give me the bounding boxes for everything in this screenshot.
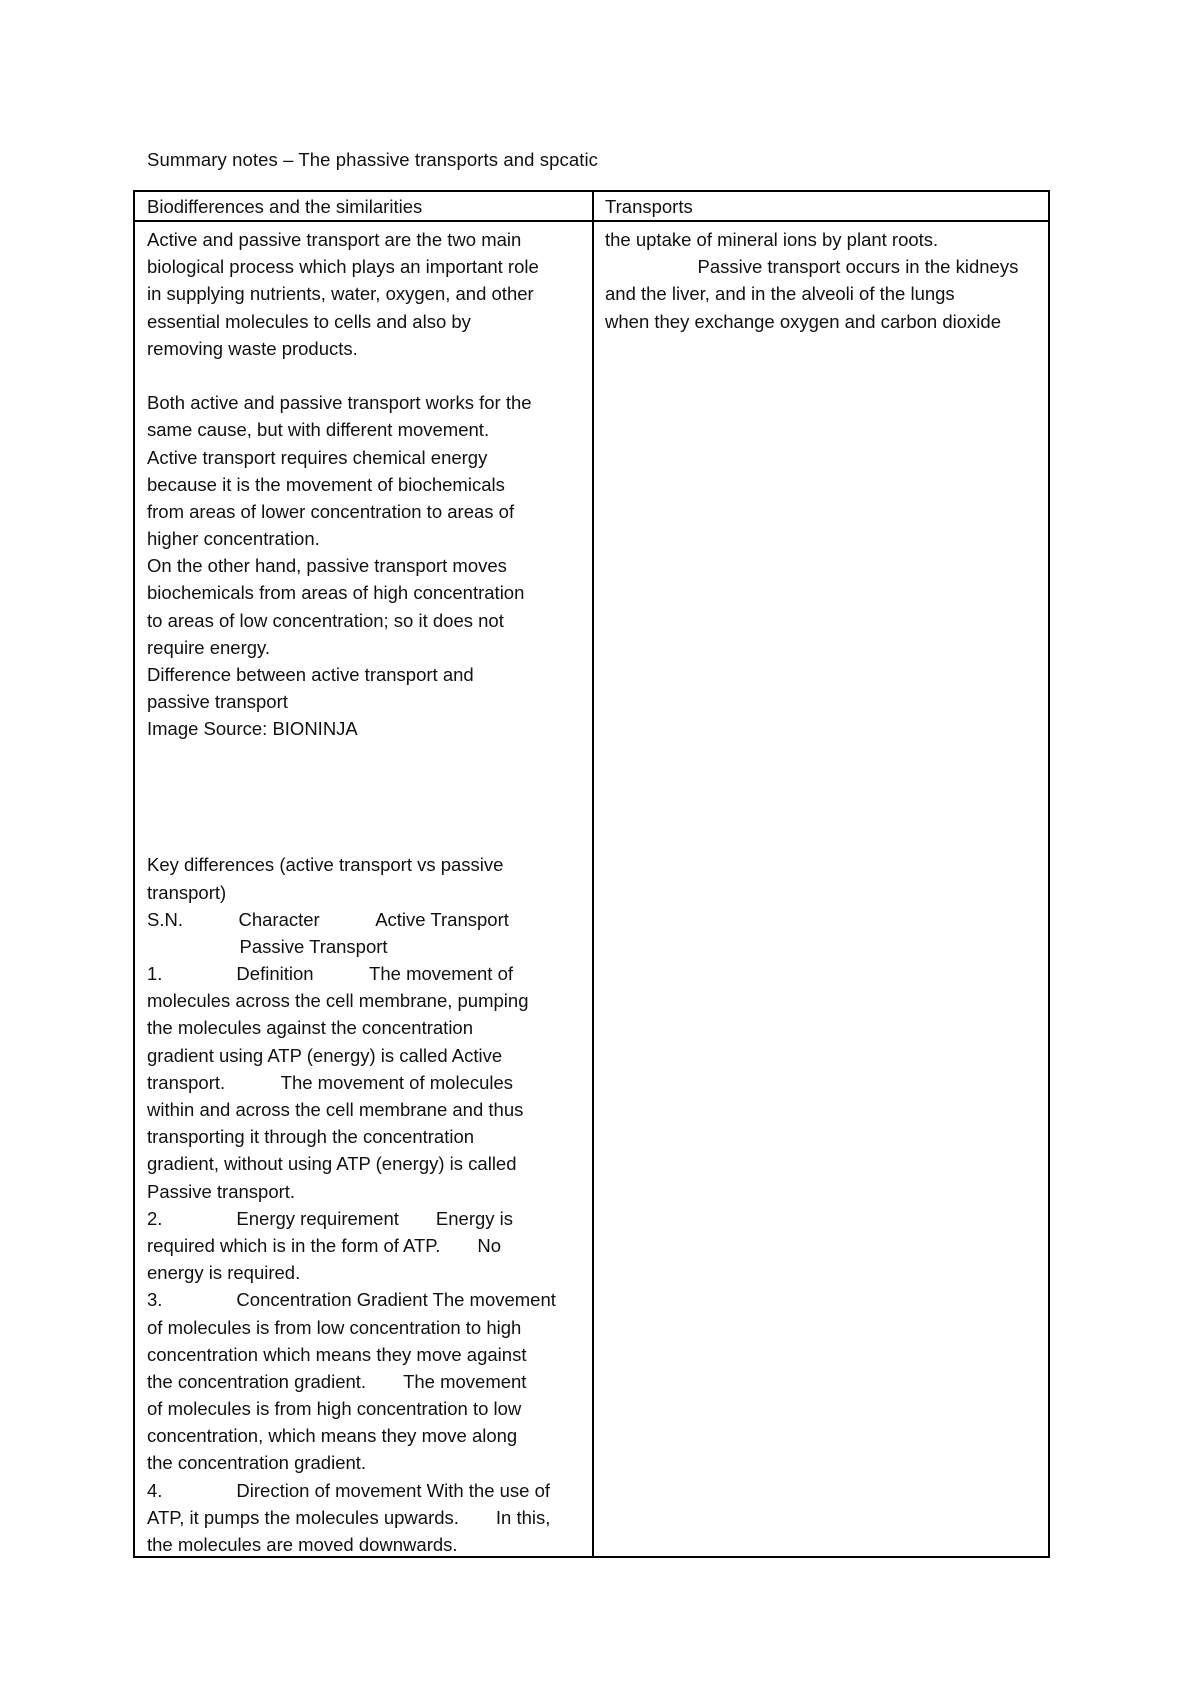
- notes-table: [133, 190, 1050, 1558]
- text-line: molecules across the cell membrane, pumping: [147, 990, 529, 1012]
- text-line: and the liver, and in the alveoli of the lungs: [605, 283, 955, 305]
- text-line: [147, 797, 587, 824]
- text-line: Passive transport occurs in the kidneys: [605, 256, 1019, 278]
- text-line: Active and passive transport are the two main: [147, 229, 522, 250]
- text-line: from areas of lower concentration to areas of: [147, 500, 515, 522]
- text-line: the concentration gradient.: [147, 1452, 367, 1474]
- text-line: Active transport requires chemical energy: [147, 446, 488, 468]
- text-line: transporting it through the concentration: [147, 1126, 475, 1148]
- text-line: the molecules against the concentration: [147, 1017, 474, 1039]
- text-line: S.N. Character Active Transport: [147, 908, 509, 930]
- text-line: biochemicals from areas of high concentration: [147, 582, 525, 604]
- text-line: when they exchange oxygen and carbon dioxide: [605, 310, 1001, 332]
- text-line: because it is the movement of biochemicals: [147, 473, 505, 495]
- text-line: require energy.: [147, 636, 271, 658]
- cell-transports-content: [605, 226, 1045, 335]
- text-line: [147, 824, 587, 851]
- text-line: essential molecules to cells and also by: [147, 310, 471, 332]
- text-line: same cause, but with different movement.: [147, 419, 490, 441]
- text-line: Passive Transport: [147, 935, 388, 957]
- text-line: concentration which means they move against: [147, 1343, 527, 1365]
- text-line: removing waste products.: [147, 337, 358, 359]
- text-line: [147, 362, 587, 389]
- text-line: in supplying nutrients, water, oxygen, and other: [147, 283, 534, 305]
- text-line: of molecules is from high concentration to low: [147, 1398, 522, 1420]
- text-line: transport): [147, 881, 227, 903]
- text-line: 4. Direction of movement With the use of: [147, 1479, 551, 1501]
- text-line: 3. Concentration Gradient The movement: [147, 1289, 556, 1311]
- text-line: transport. The movement of molecules: [147, 1071, 514, 1093]
- text-line: [147, 743, 587, 770]
- text-line: passive transport: [147, 691, 288, 713]
- page-title: Summary notes – The phassive transports and spcatic: [147, 149, 599, 170]
- text-line: Both active and passive transport works for the: [147, 392, 532, 414]
- text-line: gradient, without using ATP (energy) is called: [147, 1153, 517, 1175]
- text-line: concentration, which means they move along: [147, 1425, 518, 1447]
- text-line: Key differences (active transport vs passive: [147, 854, 504, 876]
- text-line: [147, 770, 587, 797]
- text-line: energy is required.: [147, 1262, 301, 1284]
- text-line: ATP, it pumps the molecules upwards. In this,: [147, 1506, 551, 1528]
- header-cell-biodifferences: Biodifferences and the similarities: [147, 196, 423, 217]
- text-line: 1. Definition The movement of: [147, 963, 514, 985]
- text-line: required which is in the form of ATP. No: [147, 1234, 502, 1256]
- text-line: gradient using ATP (energy) is called Active: [147, 1044, 503, 1066]
- cell-biodifferences-content: [147, 226, 587, 1558]
- text-line: to areas of low concentration; so it does not: [147, 609, 504, 631]
- text-line: Difference between active transport and: [147, 664, 474, 685]
- text-line: Passive transport.: [147, 1180, 296, 1202]
- text-line: the concentration gradient. The movement: [147, 1370, 527, 1392]
- header-cell-transports: Transports: [605, 196, 693, 217]
- text-line: Image Source: BIONINJA: [147, 718, 358, 740]
- text-line: higher concentration.: [147, 528, 320, 550]
- text-line: the molecules are moved downwards.: [147, 1534, 458, 1555]
- text-line: the uptake of mineral ions by plant roots.: [605, 229, 939, 250]
- text-line: 2. Energy requirement Energy is: [147, 1207, 514, 1229]
- text-line: On the other hand, passive transport moves: [147, 555, 507, 577]
- text-line: within and across the cell membrane and thus: [147, 1099, 524, 1120]
- column-divider: [592, 192, 594, 1556]
- text-line: of molecules is from low concentration to high: [147, 1316, 522, 1338]
- text-line: biological process which plays an important role: [147, 256, 539, 278]
